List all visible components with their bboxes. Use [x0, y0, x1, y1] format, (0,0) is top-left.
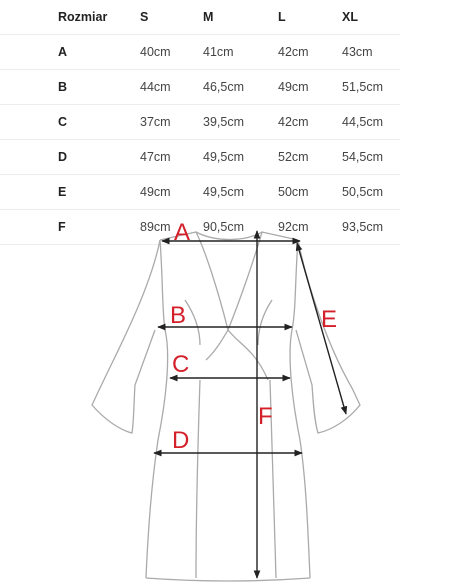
- bust-dart-left: [185, 300, 200, 345]
- measurement-arrows: [154, 231, 346, 578]
- table-cell: 93,5cm: [342, 210, 400, 245]
- table-cell: 37cm: [140, 105, 203, 140]
- table-cell: 89cm: [140, 210, 203, 245]
- label-c: C: [172, 351, 190, 378]
- bust-dart-right: [258, 300, 272, 345]
- size-table-header: [0, 0, 400, 35]
- table-row: [0, 175, 400, 210]
- header-m: M: [203, 0, 278, 35]
- table-cell: 40cm: [140, 35, 203, 70]
- header-xl: XL: [342, 0, 400, 35]
- table-cell: 50cm: [278, 175, 342, 210]
- header-l: L: [278, 0, 342, 35]
- table-cell: 50,5cm: [342, 175, 400, 210]
- label-e: E: [321, 306, 338, 333]
- table-cell: 39,5cm: [203, 105, 278, 140]
- row-label: A: [0, 35, 140, 70]
- label-d: D: [172, 427, 190, 454]
- right-sleeve: [296, 240, 360, 433]
- body-right-side: [290, 240, 310, 578]
- label-f: F: [258, 403, 273, 430]
- table-cell: 49,5cm: [203, 175, 278, 210]
- row-label: E: [0, 175, 140, 210]
- label-a: A: [174, 219, 191, 246]
- header-s: S: [140, 0, 203, 35]
- table-cell: 42cm: [278, 35, 342, 70]
- table-cell: 44,5cm: [342, 105, 400, 140]
- table-cell: 42cm: [278, 105, 342, 140]
- label-b: B: [170, 302, 187, 329]
- row-label: C: [0, 105, 140, 140]
- table-cell: 49cm: [278, 70, 342, 105]
- collar: [196, 232, 262, 240]
- table-cell: 41cm: [203, 35, 278, 70]
- table-cell: 92cm: [278, 210, 342, 245]
- table-cell: 44cm: [140, 70, 203, 105]
- body-left-side: [146, 240, 168, 578]
- table-cell: 52cm: [278, 140, 342, 175]
- table-row: [0, 35, 400, 70]
- dress-outline: [92, 232, 360, 581]
- table-cell: 46,5cm: [203, 70, 278, 105]
- header-size: Rozmiar: [0, 0, 140, 35]
- row-label: F: [0, 210, 140, 245]
- hem: [146, 578, 310, 581]
- table-cell: 51,5cm: [342, 70, 400, 105]
- table-cell: 49cm: [140, 175, 203, 210]
- table-cell: 47cm: [140, 140, 203, 175]
- skirt-seam-left: [196, 380, 200, 578]
- row-label: D: [0, 140, 140, 175]
- left-sleeve: [92, 240, 160, 433]
- table-cell: 49,5cm: [203, 140, 278, 175]
- table-cell: 43cm: [342, 35, 400, 70]
- table-row: [0, 70, 400, 105]
- table-cell: 54,5cm: [342, 140, 400, 175]
- dress-measurement-diagram: [0, 212, 452, 584]
- table-cell: 90,5cm: [203, 210, 278, 245]
- table-row: [0, 105, 400, 140]
- row-label: B: [0, 70, 140, 105]
- table-row: [0, 140, 400, 175]
- size-table: [0, 0, 400, 245]
